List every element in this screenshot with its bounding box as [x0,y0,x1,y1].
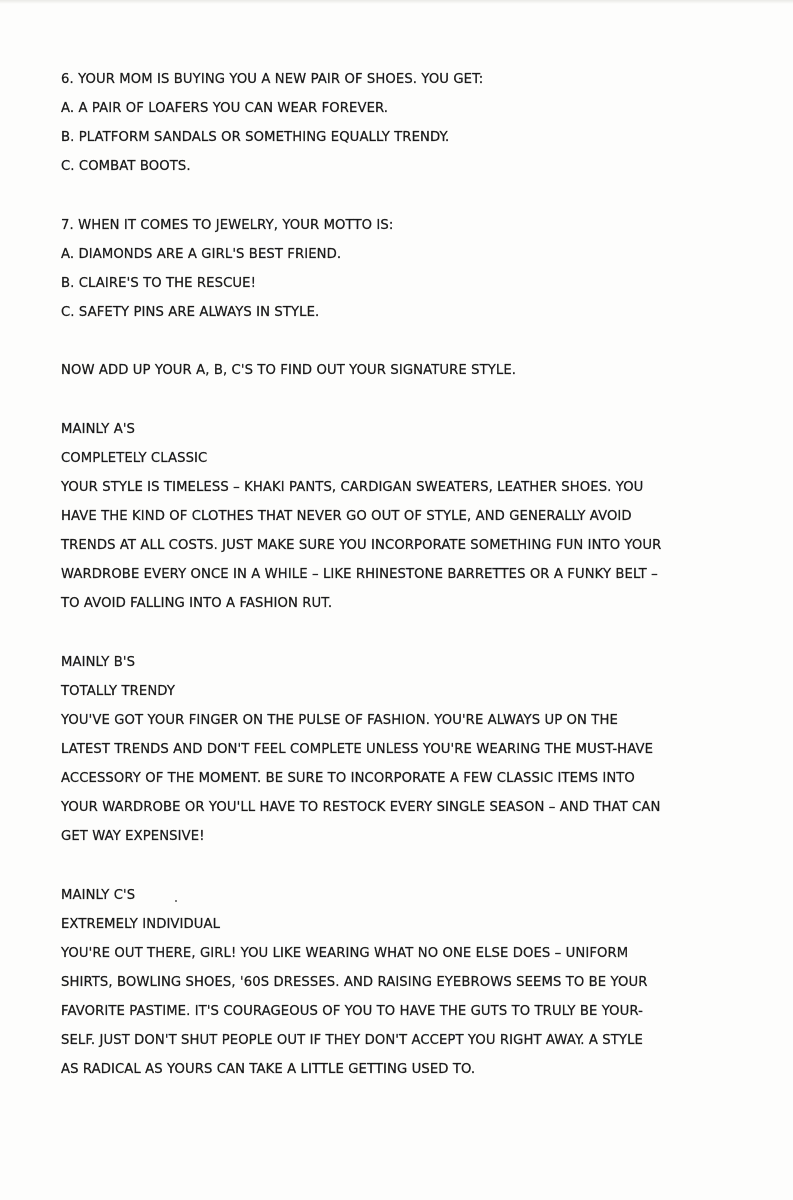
result-c-title: EXTREMELY INDIVIDUAL [61,917,221,932]
question-6-option-b: B. PLATFORM SANDALS OR SOMETHING EQUALLY TRENDY. [61,130,450,145]
result-b-body-line: GET WAY EXPENSIVE! [61,829,205,844]
result-c-body-line: FAVORITE PASTIME. IT'S COURAGEOUS OF YOU TO HAVE THE GUTS TO TRULY BE YOUR- [61,1004,643,1019]
tally-instruction: NOW ADD UP YOUR A, B, C'S TO FIND OUT YOUR SIGNATURE STYLE. [61,363,517,378]
result-b-heading: MAINLY B'S [61,655,136,670]
result-a-heading: MAINLY A'S [61,422,136,437]
result-c-body-line: SELF. JUST DON'T SHUT PEOPLE OUT IF THEY DON'T ACCEPT YOU RIGHT AWAY. A STYLE [61,1033,643,1048]
result-a-body-line: TO AVOID FALLING INTO A FASHION RUT. [61,596,333,611]
result-a-body-line: YOUR STYLE IS TIMELESS – KHAKI PANTS, CARDIGAN SWEATERS, LEATHER SHOES. YOU [61,480,644,495]
result-c-body-line: SHIRTS, BOWLING SHOES, '60S DRESSES. AND RAISING EYEBROWS SEEMS TO BE YOUR [61,975,648,990]
question-6-option-c: C. COMBAT BOOTS. [61,159,191,174]
result-b-body-line: ACCESSORY OF THE MOMENT. BE SURE TO INCORPORATE A FEW CLASSIC ITEMS INTO [61,771,635,786]
result-b-title: TOTALLY TRENDY [61,684,175,699]
print-speck [175,900,177,902]
question-6-option-a: A. A PAIR OF LOAFERS YOU CAN WEAR FOREVER. [61,101,389,116]
result-c-body-line: YOU'RE OUT THERE, GIRL! YOU LIKE WEARING WHAT NO ONE ELSE DOES – UNIFORM [61,946,629,961]
result-a-title: COMPLETELY CLASSIC [61,451,208,466]
result-b-body-line: YOU'VE GOT YOUR FINGER ON THE PULSE OF FASHION. YOU'RE ALWAYS UP ON THE [61,713,618,728]
result-b-body-line: LATEST TRENDS AND DON'T FEEL COMPLETE UNLESS YOU'RE WEARING THE MUST-HAVE [61,742,654,757]
question-7-option-a: A. DIAMONDS ARE A GIRL'S BEST FRIEND. [61,247,342,262]
question-6: 6. YOUR MOM IS BUYING YOU A NEW PAIR OF SHOES. YOU GET: [61,72,484,87]
result-a-body-line: HAVE THE KIND OF CLOTHES THAT NEVER GO OUT OF STYLE, AND GENERALLY AVOID [61,509,632,524]
page-top-edge [0,0,793,4]
question-7: 7. WHEN IT COMES TO JEWELRY, YOUR MOTTO IS: [61,218,394,233]
result-a-body-line: TRENDS AT ALL COSTS. JUST MAKE SURE YOU INCORPORATE SOMETHING FUN INTO YOUR [61,538,662,553]
question-7-option-b: B. CLAIRE'S TO THE RESCUE! [61,276,256,291]
result-c-heading: MAINLY C'S [61,888,136,903]
result-a-body-line: WARDROBE EVERY ONCE IN A WHILE – LIKE RHINESTONE BARRETTES OR A FUNKY BELT – [61,567,658,582]
result-c-body-line: AS RADICAL AS YOURS CAN TAKE A LITTLE GETTING USED TO. [61,1062,476,1077]
result-b-body-line: YOUR WARDROBE OR YOU'LL HAVE TO RESTOCK EVERY SINGLE SEASON – AND THAT CAN [61,800,661,815]
question-7-option-c: C. SAFETY PINS ARE ALWAYS IN STYLE. [61,305,320,320]
